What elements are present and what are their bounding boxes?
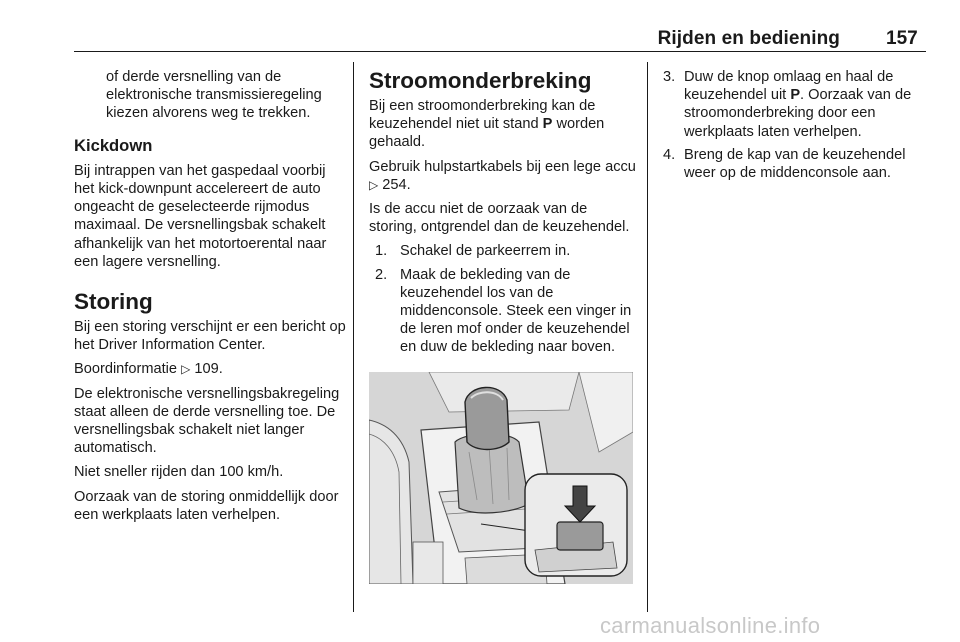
step-text-before: Duw de knop omlaag en haal de keuzehendel uit	[684, 69, 894, 104]
column-divider-2	[647, 62, 648, 612]
step-number: 3.	[663, 69, 676, 85]
watermark: carmanualsonline.info	[600, 613, 821, 638]
column-2	[369, 68, 639, 589]
steps-list-1	[369, 242, 639, 356]
storing-paragraph-4: Niet sneller rijden dan 100 km/h.	[74, 464, 284, 481]
continuation-text: of derde versnelling van de elektronische transmissieregeling kiezen alvorens weg te trekken.	[106, 69, 322, 122]
list-item	[375, 242, 639, 260]
storing-ref-text: Boordinformatie	[74, 361, 178, 378]
column-3	[663, 68, 927, 187]
storing-paragraph-2	[74, 360, 346, 378]
storing-ref-page[interactable]: 109.	[194, 361, 223, 378]
stroom-paragraph-2	[369, 158, 639, 194]
step-text: Maak de bekleding van de keuzehendel los van de middenconsole. Steek een vinger in de leren mof onder de keuzehendel en duw de bekleding naar boven.	[400, 266, 632, 356]
column-divider-1	[353, 62, 354, 612]
stroom-p1-before: Bij een stroomonderbreking kan de keuzehendel niet uit stand	[369, 98, 596, 133]
stroomonderbreking-heading: Stroomonderbreking	[369, 68, 592, 93]
gear-lever-illustration	[369, 372, 633, 584]
step-number: 1.	[375, 243, 388, 260]
step-number: 4.	[663, 146, 676, 163]
stroom-ref-text: Gebruik hulpstartkabels bij een lege accu	[369, 158, 636, 175]
triangle-pointer-icon: ▷	[369, 177, 379, 192]
column-1	[74, 68, 346, 530]
step-text-bold: P	[790, 87, 801, 104]
stroom-paragraph-3: Is de accu niet de oorzaak van de storing, ontgrendel dan de keuzehendel.	[369, 201, 630, 236]
steps-list-2	[663, 68, 927, 182]
storing-paragraph-5: Oorzaak van de storing onmiddellijk door een werkplaats laten verhelpen.	[74, 488, 339, 523]
storing-paragraph-1: Bij een storing verschijnt er een bericht op het Driver Information Center.	[74, 319, 346, 354]
stroom-p1-bold: P	[542, 116, 553, 133]
step-text: Breng de kap van de keuzehendel weer op de middenconsole aan.	[684, 146, 906, 182]
stroom-ref-page[interactable]: 254.	[382, 176, 411, 193]
header-rule	[74, 51, 926, 52]
storing-paragraph-3: De elektronische versnellingsbakregeling staat alleen de derde versnelling toe. De versnellingsbak schakelt niet langer automatisch.	[74, 385, 340, 457]
section-title: Rijden en bediening	[657, 28, 840, 49]
step-number: 2.	[375, 266, 388, 283]
list-item	[663, 146, 927, 182]
list-item	[663, 68, 927, 141]
step-text-after: . Oorzaak van de stroomonderbreking door een werkplaats laten verhelpen.	[684, 87, 912, 140]
page-number: 157	[886, 28, 918, 49]
stroom-paragraph-1	[369, 97, 639, 152]
triangle-pointer-icon: ▷	[181, 362, 191, 377]
step-text: Schakel de parkeerrem in.	[400, 243, 571, 260]
kickdown-heading: Kickdown	[74, 135, 153, 155]
list-item	[375, 266, 639, 357]
kickdown-text: Bij intrappen van het gaspedaal voorbij het kick-downpunt accelereert de auto ongeacht de geselecteerde rijmodus maximaal. De versnellingsbak schakelt afhankelijk van het motortoerental naar een lagere versnelling.	[74, 162, 327, 270]
storing-heading: Storing	[74, 289, 153, 315]
stroom-p1-after: worden gehaald.	[369, 116, 605, 151]
